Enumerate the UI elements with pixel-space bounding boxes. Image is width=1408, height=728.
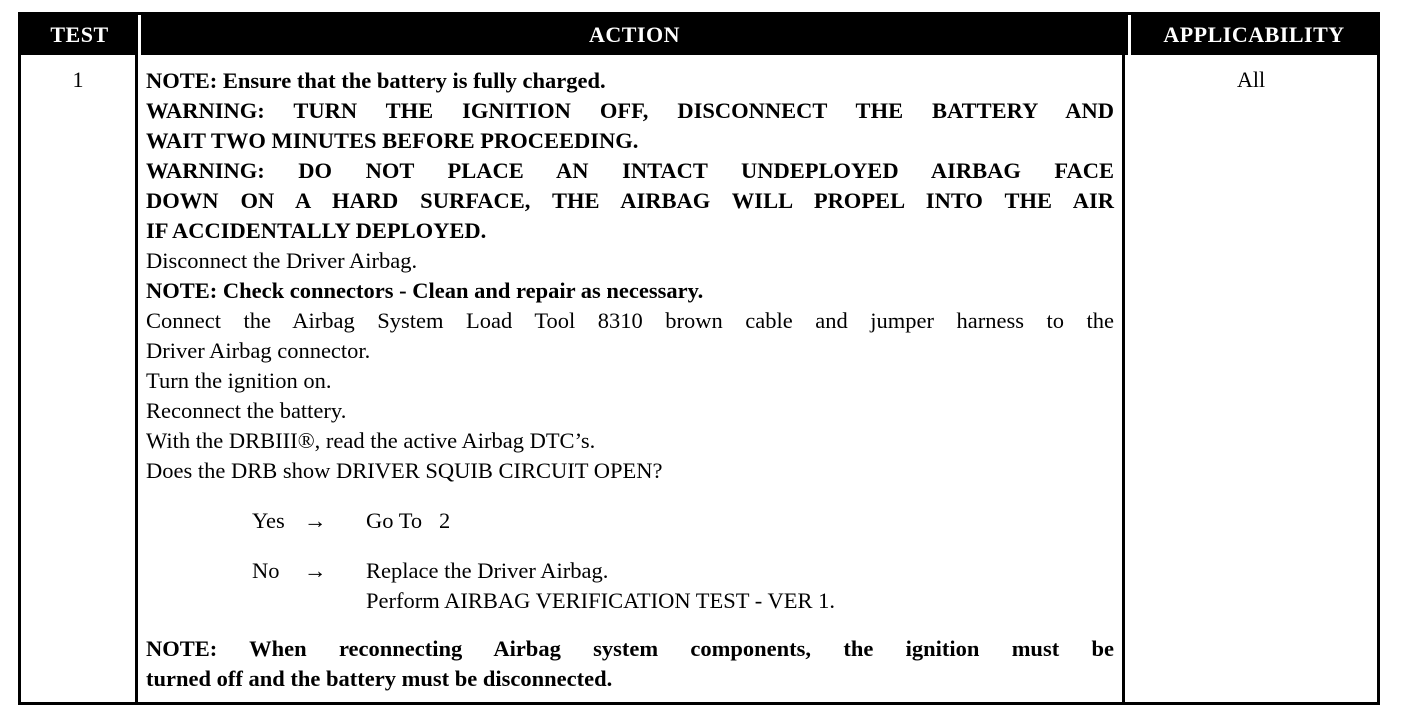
table-header xyxy=(21,15,1377,55)
warning-ignition-line-2: WAIT TWO MINUTES BEFORE PROCEEDING. xyxy=(146,128,639,153)
choice-no xyxy=(252,556,1114,616)
applicability-value: All xyxy=(1236,67,1266,92)
note-battery-charged: NOTE: Ensure that the battery is fully charged. xyxy=(146,68,606,93)
step-connect-load-tool-line-1: Connect the Airbag System Load Tool 8310 brown cable and jumper harness to the xyxy=(146,308,1114,333)
header-action: ACTION xyxy=(141,15,1131,55)
final-note xyxy=(146,634,1114,694)
step-read-dtcs: With the DRBIII®, read the active Airbag DTC’s. xyxy=(146,428,596,453)
right-arrow-icon: → xyxy=(304,508,327,533)
header-applicability: APPLICABILITY xyxy=(1163,22,1345,47)
choice-no-label: No xyxy=(252,558,280,583)
question-squib-open: Does the DRB show DRIVER SQUIB CIRCUIT OPEN? xyxy=(146,458,663,483)
step-disconnect-airbag: Disconnect the Driver Airbag. xyxy=(146,248,418,273)
final-note-line-1: NOTE: When reconnecting Airbag system components, the ignition must be xyxy=(146,636,1114,661)
choice-yes-label: Yes xyxy=(252,508,285,533)
choice-no-result xyxy=(366,556,1114,616)
warning-ignition-line-1: WARNING: TURN THE IGNITION OFF, DISCONNECT THE BATTERY AND xyxy=(146,98,1114,123)
warning-airbag-line-1: WARNING: DO NOT PLACE AN INTACT UNDEPLOYED AIRBAG FACE xyxy=(146,158,1114,183)
right-arrow-icon: → xyxy=(304,558,327,583)
action-cell xyxy=(138,55,1125,702)
step-reconnect-battery: Reconnect the battery. xyxy=(146,398,347,423)
table-row xyxy=(21,55,1377,702)
step-ignition-on: Turn the ignition on. xyxy=(146,368,332,393)
final-note-line-2: turned off and the battery must be disconnected. xyxy=(146,666,613,691)
warning-airbag-line-2: DOWN ON A HARD SURFACE, THE AIRBAG WILL PROPEL INTO THE AIR xyxy=(146,188,1114,213)
choice-yes-result-text: Go To 2 xyxy=(366,508,451,533)
diagnostic-test-table xyxy=(18,12,1380,705)
test-number: 1 xyxy=(21,55,138,702)
answer-choices xyxy=(252,506,1114,616)
choice-yes xyxy=(252,506,1114,536)
choice-no-result-line-1: Replace the Driver Airbag. xyxy=(366,558,609,583)
choice-no-result-line-2: Perform AIRBAG VERIFICATION TEST - VER 1. xyxy=(366,588,835,613)
header-test: TEST xyxy=(21,15,141,55)
step-connect-load-tool-line-2: Driver Airbag connector. xyxy=(146,338,371,363)
warning-airbag-line-3: IF ACCIDENTALLY DEPLOYED. xyxy=(146,218,487,243)
note-check-connectors: NOTE: Check connectors - Clean and repair as necessary. xyxy=(146,278,704,303)
choice-yes-result xyxy=(366,506,1114,536)
